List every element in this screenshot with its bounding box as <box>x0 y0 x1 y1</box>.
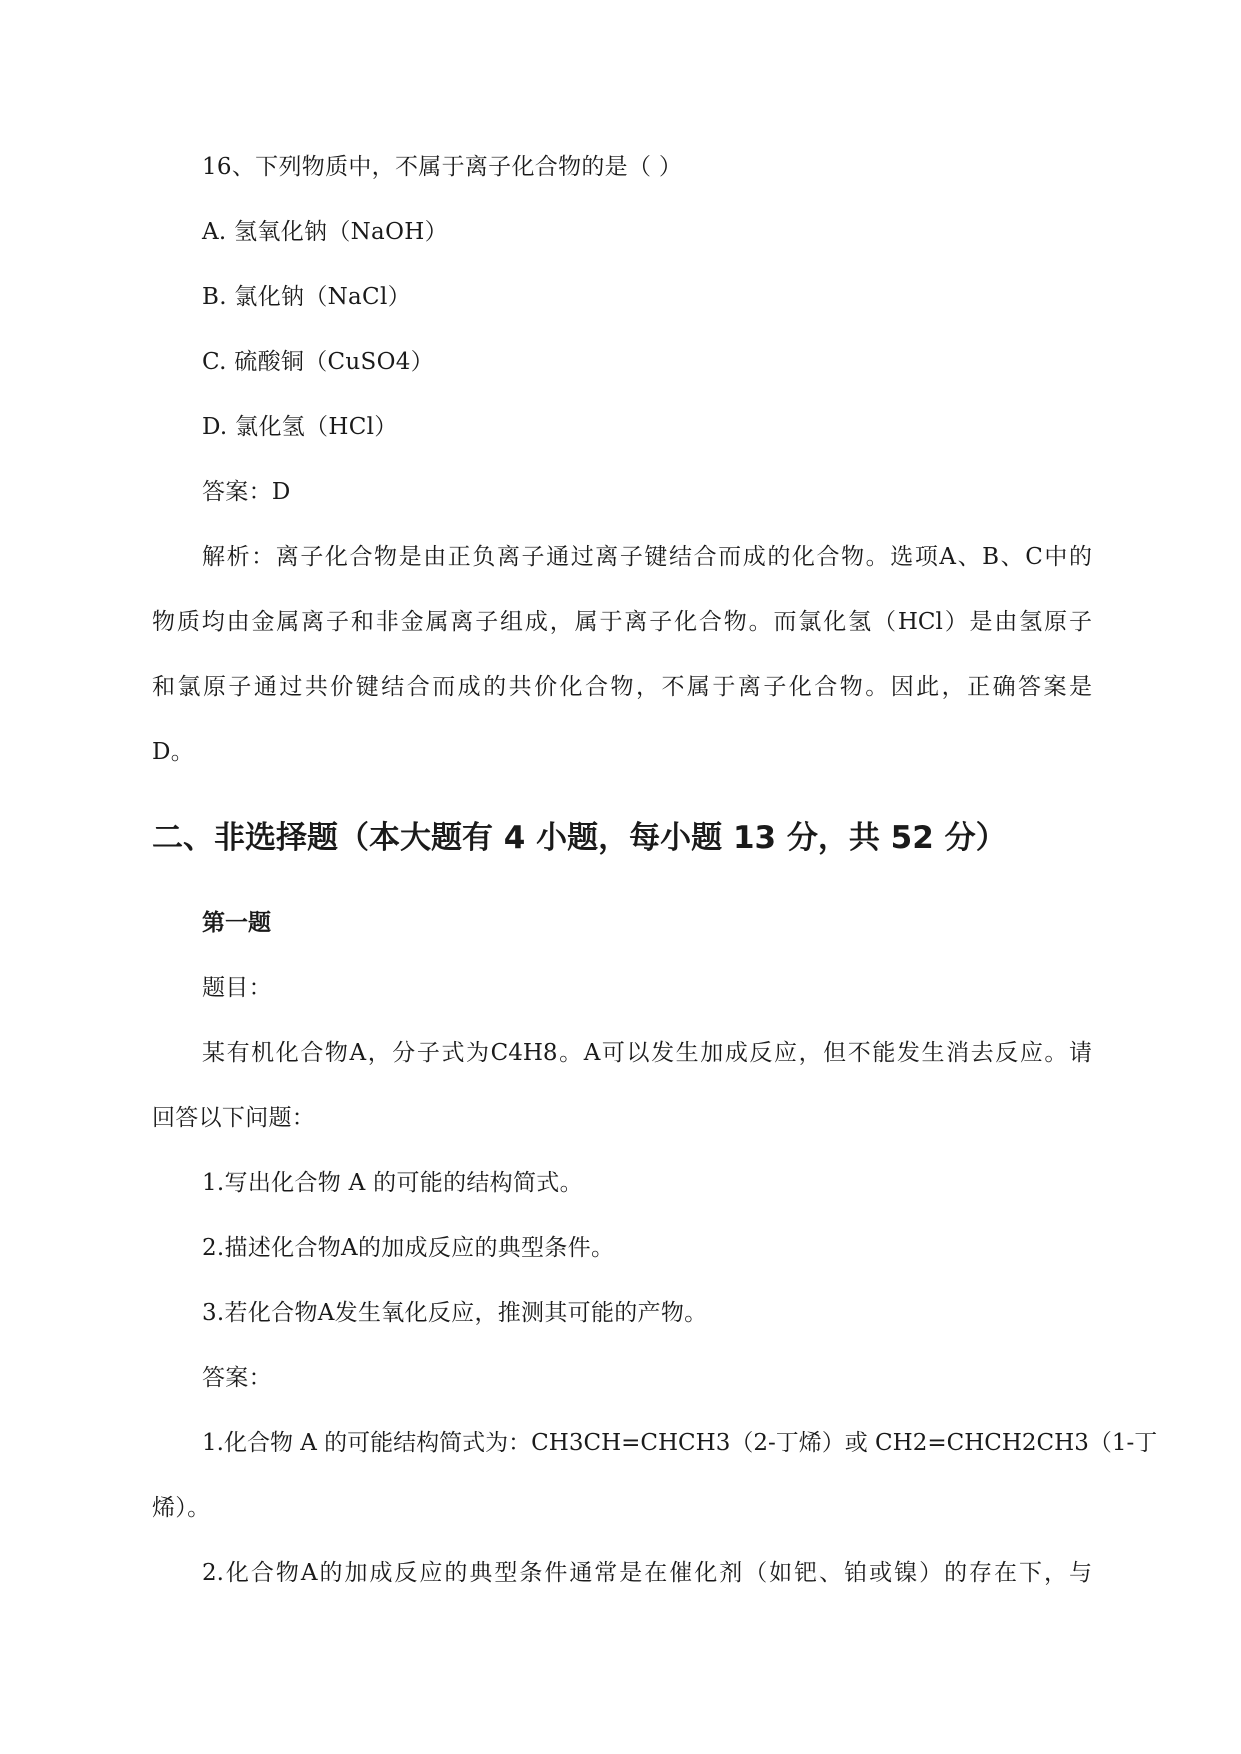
answer-line-2: 烯）。 <box>152 1495 211 1521</box>
sub-question-1: 1.写出化合物 A 的可能的结构简式。 <box>202 1170 583 1196</box>
option-c: C. 硫酸铜（CuSO4） <box>202 349 434 375</box>
prompt-line-2: 回答以下问题： <box>152 1105 316 1131</box>
prompt-line-1: 某有机化合物A，分子式为C4H8。A可以发生加成反应，但不能发生消去反应。请 <box>202 1040 1092 1066</box>
analysis-line-1: 解析：离子化合物是由正负离子通过离子键结合而成的化合物。选项A、B、C中的 <box>202 544 1092 570</box>
analysis-line-3: 和氯原子通过共价键结合而成的共价化合物，不属于离子化合物。因此，正确答案是 <box>152 674 1092 700</box>
option-d: D. 氯化氢（HCl） <box>202 414 398 440</box>
analysis-line-4: D。 <box>152 739 195 765</box>
sub-question-3: 3.若化合物A发生氧化反应，推测其可能的产物。 <box>202 1300 708 1326</box>
option-a: A. 氢氧化钠（NaOH） <box>202 219 448 245</box>
question-1-title: 第一题 <box>202 910 271 936</box>
answer-line: 答案：D <box>202 479 291 505</box>
option-b: B. 氯化钠（NaCl） <box>202 284 411 310</box>
question-stem: 16、下列物质中，不属于离子化合物的是（ ） <box>202 154 683 180</box>
answer-line-1: 1.化合物 A 的可能结构简式为：CH3CH=CHCH3（2-丁烯）或 CH2=CHCH2CH3（1-丁 <box>202 1430 1158 1456</box>
sub-question-2: 2.描述化合物A的加成反应的典型条件。 <box>202 1235 615 1261</box>
answer-label: 答案： <box>202 1365 272 1391</box>
analysis-line-2: 物质均由金属离子和非金属离子组成，属于离子化合物。而氯化氢（HCl）是由氢原子 <box>152 609 1092 635</box>
question-label: 题目： <box>202 975 272 1001</box>
section-heading: 二、非选择题（本大题有 4 小题，每小题 13 分，共 52 分） <box>152 820 1007 856</box>
answer-line-3: 2.化合物A的加成反应的典型条件通常是在催化剂（如钯、铂或镍）的存在下，与 <box>202 1560 1092 1586</box>
